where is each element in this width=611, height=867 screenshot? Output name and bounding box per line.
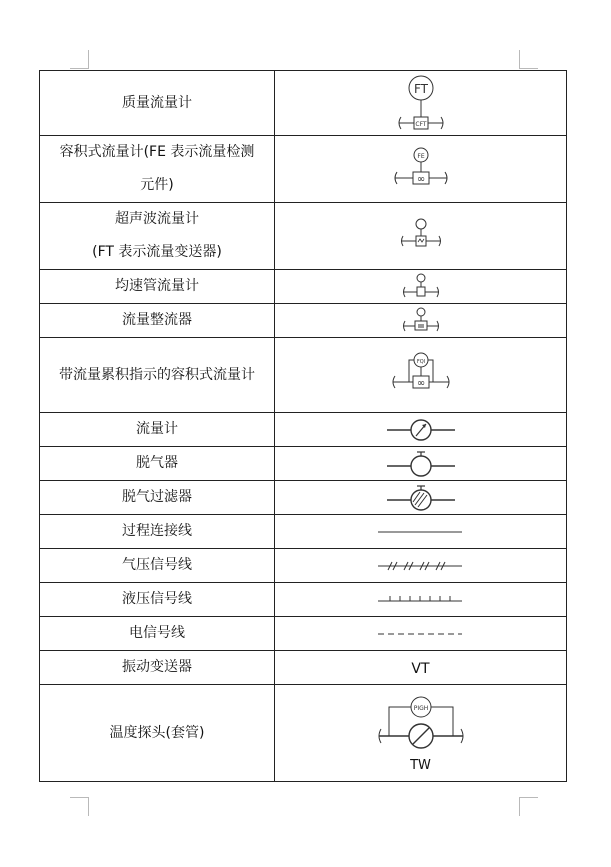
table-row [40,549,567,583]
symbol-name: 电信号线 [129,625,185,641]
svg-text:∞: ∞ [416,378,425,389]
symbol-cell [275,203,567,270]
symbol-name-cell [40,481,275,515]
symbol-name: 质量流量计 [122,94,192,111]
totalizing-flowmeter-icon [381,350,461,400]
table-row [40,71,567,136]
symbol-name-cell [40,583,275,617]
symbol-cell [275,136,567,203]
deaerator-icon [381,450,461,478]
symbol-name-cell [40,304,275,338]
svg-text:CFT: CFT [414,121,427,128]
symbol-cell [275,413,567,447]
table-row [40,270,567,304]
electric-signal-line-icon [376,629,466,639]
table-row [40,617,567,651]
symbol-name-cell [40,651,275,685]
symbol-name-cell [40,447,275,481]
symbol-cell [275,270,567,304]
symbol-name-cell [40,515,275,549]
symbol-cell [275,515,567,549]
symbol-cell [275,71,567,136]
symbol-name: 脱气过滤器 [122,489,192,505]
symbol-name-cell [40,685,275,782]
pneumatic-signal-line-icon [376,559,466,573]
symbol-name-cell [40,413,275,447]
symbol-name: 液压信号线 [122,591,192,607]
symbol-name: 气压信号线 [122,557,192,573]
table-row [40,481,567,515]
crop-mark-bottom-left [70,797,89,816]
symbol-cell [275,447,567,481]
symbol-name: 温度探头(套管) [109,724,205,741]
table-row [40,413,567,447]
table-row [40,338,567,413]
symbol-name-cell [40,203,275,270]
mass-flowmeter-icon [381,73,461,133]
symbol-name-cell [40,617,275,651]
table-row [40,651,567,685]
crop-mark-top-left [70,50,89,69]
symbol-name: 带流量累积指示的容积式流量计 [59,366,255,383]
symbol-name-cell [40,338,275,413]
symbol-name: 均速管流量计 [115,278,199,294]
symbol-name: 脱气器 [136,455,178,471]
symbol-cell [275,304,567,338]
symbol-name-cell [40,136,275,203]
table-row [40,203,567,270]
symbol-cell [275,338,567,413]
symbol-name-cell [40,71,275,136]
symbol-cell [275,685,567,782]
symbol-name: 超声波流量计 [115,211,199,227]
symbol-cell [275,583,567,617]
symbol-name: (FT 表示流量变送器) [92,244,222,260]
deaerator-filter-icon [381,484,461,512]
symbol-name: 容积式流量计(FE 表示流量检测 [59,144,255,160]
symbol-name: 过程连接线 [122,523,192,539]
symbol-name: 振动变送器 [122,659,192,675]
symbol-cell [275,549,567,583]
flowmeter-icon [381,417,461,443]
symbol-cell [275,617,567,651]
badge-label: PIGH [413,704,428,712]
flow-conditioner-icon [391,306,451,336]
process-line-icon [376,527,466,537]
averaging-pitot-flowmeter-icon [391,272,451,302]
svg-text:∞: ∞ [416,174,425,185]
positive-displacement-flowmeter-icon [381,141,461,197]
crop-mark-top-right [519,50,538,69]
ultrasonic-flowmeter-icon [391,216,451,256]
thermowell-label: TW [410,757,431,773]
table-row [40,515,567,549]
symbol-name-cell [40,549,275,583]
instrument-symbol-table [39,70,567,782]
symbol-name: 流量计 [136,421,178,437]
symbol-cell [275,481,567,515]
table-row [40,304,567,338]
table-row [40,583,567,617]
badge-label: FE [416,153,425,160]
symbol-name-cell [40,270,275,304]
symbol-name: 元件) [140,177,174,193]
crop-mark-bottom-right [519,797,538,816]
thermowell-probe-icon [371,694,471,758]
table-row [40,136,567,203]
table-row [40,447,567,481]
badge-label: FQI [416,359,425,365]
table-row [40,685,567,782]
badge-label: FT [413,82,428,96]
hydraulic-signal-line-icon [376,593,466,607]
vibration-transmitter-symbol: VT [411,661,430,677]
symbol-name: 流量整流器 [122,312,192,328]
symbol-cell [275,651,567,685]
